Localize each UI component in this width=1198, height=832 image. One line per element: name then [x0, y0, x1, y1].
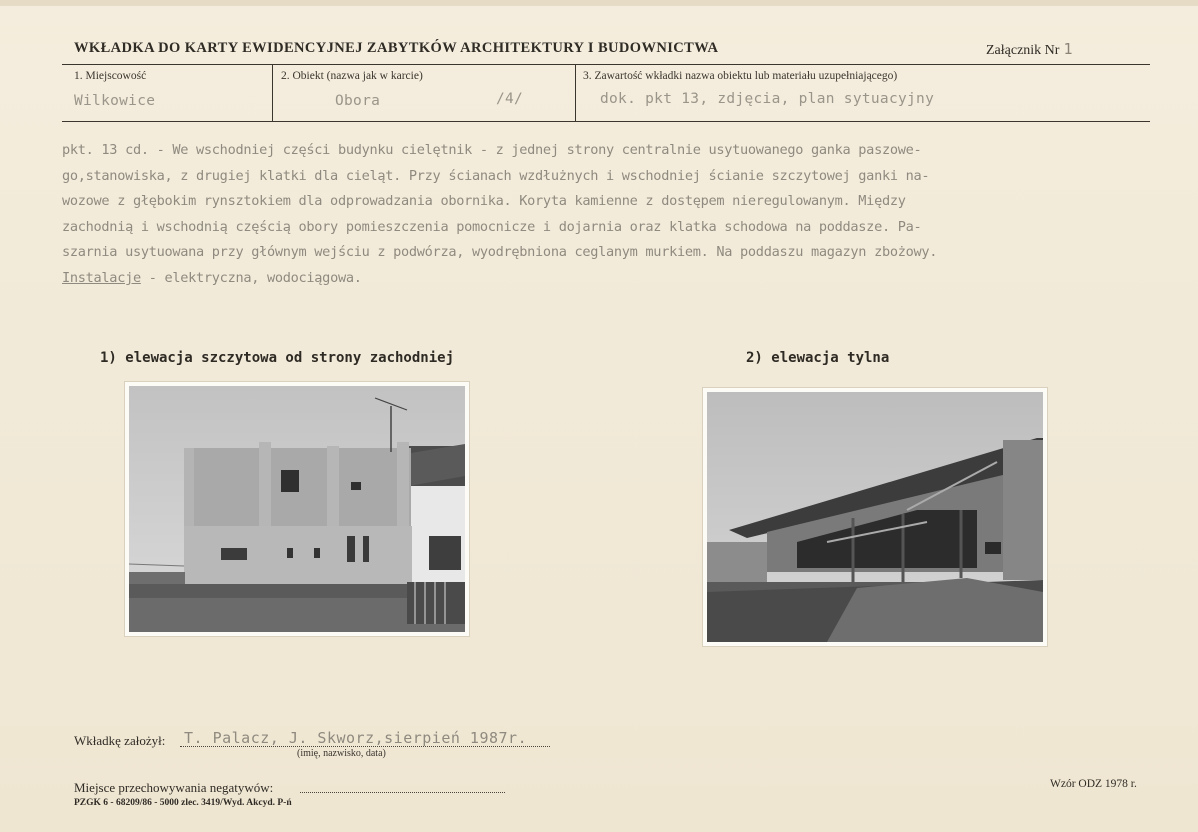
founded-by-hint: (imię, nazwisko, data): [297, 748, 386, 759]
founded-by-value: T. Palacz, J. Skworz,sierpień 1987r.: [184, 729, 528, 747]
photo-1-image: [129, 386, 465, 632]
installations-heading: Instalacje: [62, 269, 141, 286]
photo-1-caption: 1) elewacja szczytowa od strony zachodniej: [100, 350, 455, 366]
photo-1-building-image: [129, 386, 465, 632]
form-bottom-rule: [62, 121, 1150, 122]
print-info: PZGK 6 - 68209/86 - 5000 zlec. 3419/Wyd. Akcyd. P-ń: [74, 798, 292, 808]
photo-1: [125, 382, 469, 636]
field-1-value: Wilkowice: [74, 93, 156, 109]
field-3-label: 3. Zawartość wkładki nazwa obiektu lub materiału uzupełniającego): [583, 70, 898, 82]
field-2-number: /4/: [496, 91, 524, 107]
description-line-last: [62, 266, 1172, 292]
field-2-value: Obora: [335, 93, 381, 109]
field-3-value: dok. pkt 13, zdjęcia, plan sytuacyjny: [600, 91, 935, 107]
sheet-top-edge: [0, 0, 1198, 6]
negatives-location-dotted-line: [300, 792, 505, 793]
document-title: WKŁADKA DO KARTY EWIDENCYJNEJ ZABYTKÓW ARCHITEKTURY I BUDOWNICTWA: [74, 40, 719, 56]
description-text: [62, 138, 1172, 292]
photo-2: [703, 388, 1047, 646]
form-divider-1: [272, 64, 273, 121]
founded-by-label: Wkładkę założył:: [74, 733, 166, 748]
negatives-location-label: Miejsce przechowywania negatywów:: [74, 780, 274, 795]
annex-label: [986, 40, 1073, 59]
photo-2-image: [707, 392, 1043, 642]
annex-number: 1: [1063, 40, 1073, 58]
description-line: wozowe z głębokim rynsztokiem dla odprowadzania obornika. Koryta kamienne z dostępem nieregulowanym. Między: [62, 193, 906, 210]
description-line: zachodnią i wschodnią częścią obory pomieszczenia pomocnicze i dojarnia oraz klatka schodowa na poddasze. Pa-: [62, 218, 922, 235]
installations-text: - elektryczna, wodociągowa.: [140, 269, 362, 286]
form-divider-2: [575, 64, 576, 121]
photo-2-barn-image: [707, 392, 1043, 642]
form-model: Wzór ODZ 1978 r.: [1050, 778, 1137, 790]
description-line: go,stanowiska, z drugiej klatki dla cieląt. Przy ścianach wzdłużnych i wschodniej ścianie szczytowej ganki na-: [62, 167, 930, 184]
field-2-label: 2. Obiekt (nazwa jak w karcie): [281, 70, 423, 82]
field-1-label: 1. Miejscowość: [74, 70, 147, 82]
annex-label-text: Załącznik Nr: [986, 43, 1060, 58]
photo-2-caption: 2) elewacja tylna: [746, 350, 890, 366]
description-line: szarnia usytuowana przy głównym wejściu z podwórza, wyodrębniona ceglanym murkiem. Na poddaszu magazyn zbożowy.: [62, 244, 938, 261]
form-top-rule: [62, 64, 1150, 65]
description-line: pkt. 13 cd. - We wschodniej części budynku cielętnik - z jednej strony centralnie usytuowanego ganka paszowe-: [62, 142, 922, 158]
founded-by-dotted-line: [180, 746, 550, 747]
